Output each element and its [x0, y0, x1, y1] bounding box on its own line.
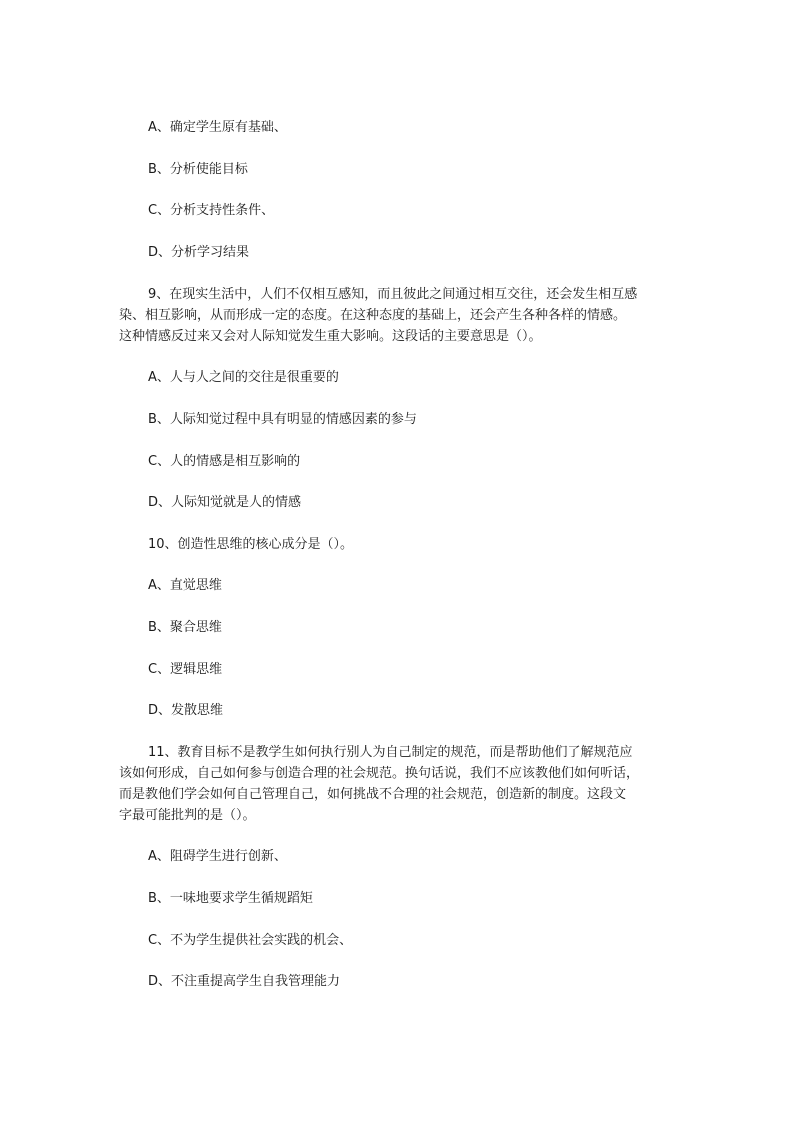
q11-stem-line-1: 11、教育目标不是教学生如何执行别人为自己制定的规范，而是帮助他们了解规范应: [148, 745, 633, 760]
q10-option-a: A、直觉思维: [148, 578, 222, 593]
q11-stem-line-3: 而是教他们学会如何自己管理自己，如何挑战不合理的社会规范，创造新的制度。这段文: [119, 787, 627, 802]
q11-stem-line-2: 该如何形成，自己如何参与创造合理的社会规范。换句话说，我们不应该教他们如何听话，: [119, 766, 640, 781]
q10-option-d: D、发散思维: [148, 703, 224, 718]
q8-option-c: C、分析支持性条件、: [148, 203, 275, 218]
q8-option-d: D、分析学习结果: [148, 245, 250, 260]
q9-stem-line-1: 9、在现实生活中，人们不仅相互感知，而且彼此之间通过相互交往，还会发生相互感: [148, 287, 638, 302]
q9-option-c: C、人的情感是相互影响的: [148, 454, 301, 469]
q9-stem-line-3: 这种情感反过来又会对人际知觉发生重大影响。这段话的主要意思是（）。: [119, 329, 542, 344]
q10-option-c: C、逻辑思维: [148, 662, 223, 677]
q10-option-b: B、聚合思维: [148, 620, 222, 635]
q8-option-b: B、分析使能目标: [148, 162, 248, 177]
q11-option-b: B、一味地要求学生循规蹈矩: [148, 891, 313, 906]
q11-option-a: A、阻碍学生进行创新、: [148, 849, 287, 864]
q11-option-d: D、不注重提高学生自我管理能力: [148, 974, 341, 989]
q11-stem-line-4: 字最可能批判的是（）。: [119, 808, 256, 823]
q9-option-d: D、人际知觉就是人的情感: [148, 495, 302, 510]
q8-option-a: A、确定学生原有基础、: [148, 120, 287, 135]
q9-option-b: B、人际知觉过程中具有明显的情感因素的参与: [148, 412, 417, 427]
q9-stem-line-2: 染、相互影响，从而形成一定的态度。在这种态度的基础上，还会产生各种各样的情感。: [119, 308, 627, 323]
q11-option-c: C、不为学生提供社会实践的机会、: [148, 933, 353, 948]
q10-stem-line-1: 10、创造性思维的核心成分是（）。: [148, 537, 354, 552]
q9-option-a: A、人与人之间的交往是很重要的: [148, 370, 339, 385]
